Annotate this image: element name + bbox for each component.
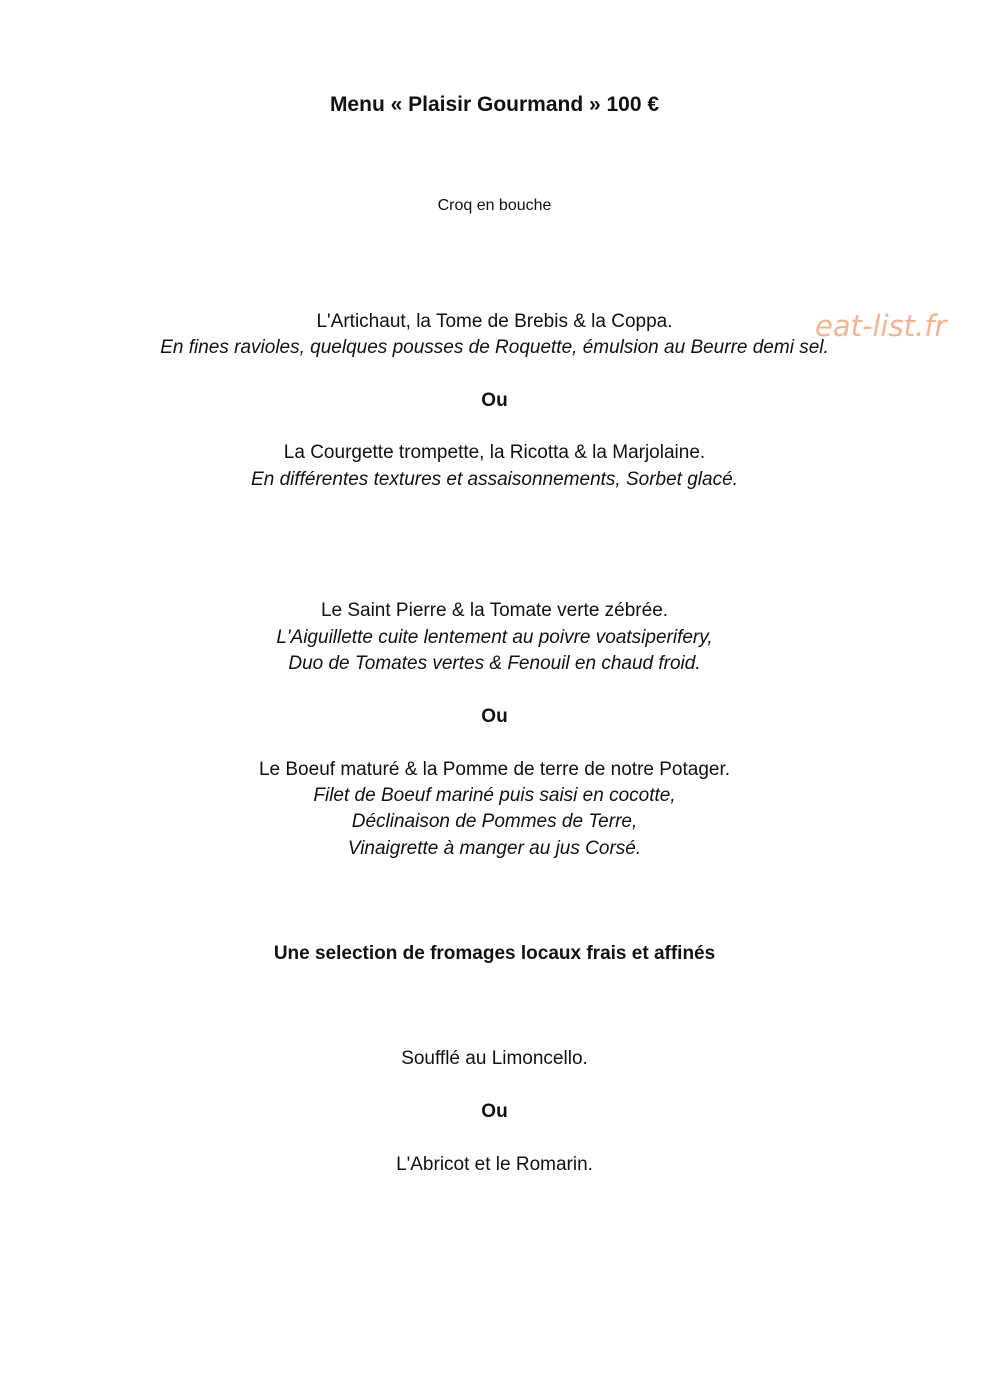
main-2-name: Le Boeuf maturé & la Pomme de terre de notre Potager. — [258, 759, 731, 780]
main-2-description-line-2: Déclinaison de Pommes de Terre, — [351, 811, 638, 832]
separator-or: Ou — [481, 1101, 508, 1122]
starter-1-name: L'Artichaut, la Tome de Brebis & la Coppa. — [316, 311, 673, 332]
cheese-course: Une selection de fromages locaux frais et affinés — [273, 943, 716, 964]
starter-1-description: En fines ravioles, quelques pousses de Roquette, émulsion au Beurre demi sel. — [160, 337, 829, 358]
dessert-1-name: Soufflé au Limoncello. — [401, 1048, 588, 1069]
amuse-bouche: Croq en bouche — [437, 197, 552, 214]
watermark: eat-list.fr — [815, 309, 947, 343]
main-1-description-line-2: Duo de Tomates vertes & Fenouil en chaud froid. — [288, 653, 701, 674]
separator-or: Ou — [481, 390, 508, 411]
main-2-description-line-1: Filet de Boeuf mariné puis saisi en cocotte, — [313, 785, 676, 806]
separator-or: Ou — [481, 706, 508, 727]
main-2-description-line-3: Vinaigrette à manger au jus Corsé. — [347, 838, 642, 859]
starter-2-description: En différentes textures et assaisonnements, Sorbet glacé. — [251, 469, 738, 490]
dessert-2-name: L'Abricot et le Romarin. — [396, 1154, 593, 1175]
main-1-name: Le Saint Pierre & la Tomate verte zébrée. — [320, 600, 669, 621]
starter-2-name: La Courgette trompette, la Ricotta & la Marjolaine. — [283, 442, 706, 463]
main-1-description-line-1: L'Aiguillette cuite lentement au poivre voatsiperifery, — [276, 627, 713, 648]
menu-title: Menu « Plaisir Gourmand » 100 € — [329, 93, 660, 116]
